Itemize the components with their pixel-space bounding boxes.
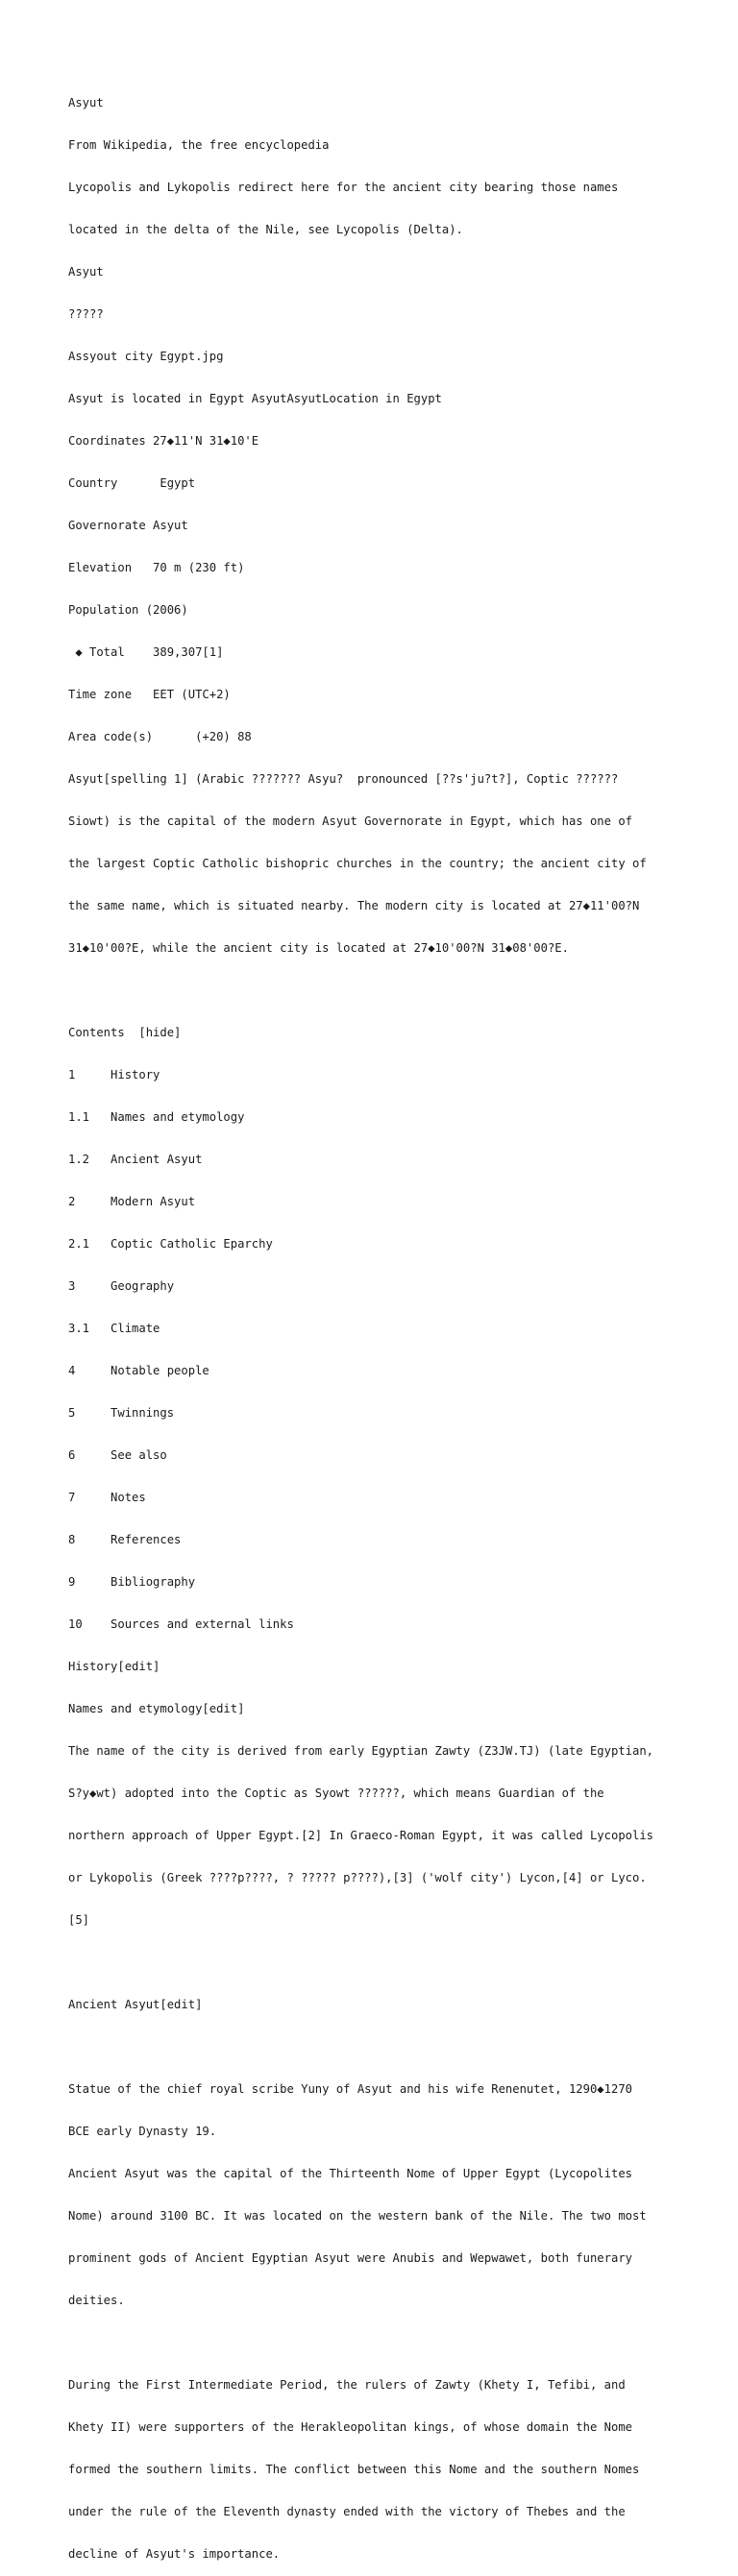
contents-item: 2.1 Coptic Catholic Eparchy [68,1237,273,1252]
contents-heading: Contents [hide] [68,1026,182,1040]
hatnote-line: located in the delta of the Nile, see Lycopolis (Delta). [68,223,463,237]
blank-line [68,984,702,998]
intermediate-period-paragraph-line: During the First Intermediate Period, the rulers of Zawty (Khety I, Tefibi, and [68,2378,626,2393]
infobox-elevation: Elevation 70 m (230 ft) [68,561,245,575]
etymology-paragraph-line: S?y◆wt) adopted into the Coptic as Syowt ??????, which means Guardian of the [68,1786,604,1801]
etymology-paragraph-line: or Lykopolis (Greek ????p????, ? ????? p????),[3] ('wolf city') Lycon,[4] or Lyco. [68,1871,647,1885]
document-body [68,68,702,2576]
intro-paragraph-line: 31◆10'00?E, while the ancient city is located at 27◆10'00?N 31◆08'00?E. [68,941,569,956]
intermediate-period-paragraph-line: decline of Asyut's importance. [68,2547,281,2562]
infobox-image-caption: Assyout city Egypt.jpg [68,350,224,364]
infobox-area-code: Area code(s) (+20) 88 [68,730,252,744]
contents-item: 1.1 Names and etymology [68,1110,245,1125]
etymology-paragraph-line: [5] [68,1913,90,1928]
infobox-time-zone: Time zone EET (UTC+2) [68,688,231,702]
infobox-population-total: ◆ Total 389,307[1] [68,645,224,660]
contents-item: 2 Modern Asyut [68,1195,196,1209]
source-line: From Wikipedia, the free encyclopedia [68,138,330,153]
intermediate-period-paragraph-line: under the rule of the Eleventh dynasty ended with the victory of Thebes and the [68,2505,626,2519]
blank-line [68,2336,702,2350]
intro-paragraph-line: Siowt) is the capital of the modern Asyut Governorate in Egypt, which has one of [68,814,632,829]
contents-item: 5 Twinnings [68,1406,175,1421]
contents-item: 1 History [68,1068,160,1082]
contents-item: 10 Sources and external links [68,1617,294,1632]
ancient-paragraph-line: prominent gods of Ancient Egyptian Asyut were Anubis and Wepwawet, both funerary [68,2251,632,2266]
etymology-paragraph-line: The name of the city is derived from early Egyptian Zawty (Z3JW.TJ) (late Egyptian, [68,1744,654,1759]
page-title: Asyut [68,96,104,110]
contents-item: 3.1 Climate [68,1322,160,1336]
infobox-coordinates: Coordinates 27◆11'N 31◆10'E [68,434,259,449]
intro-paragraph-line: the same name, which is situated nearby. The modern city is located at 27◆11'00?N [68,899,640,913]
section-heading-ancient-asyut: Ancient Asyut[edit] [68,1998,203,2012]
etymology-paragraph-line: northern approach of Upper Egypt.[2] In Graeco-Roman Egypt, it was called Lycopolis [68,1829,654,1843]
infobox-title: Asyut [68,265,104,279]
contents-item: 6 See also [68,1448,167,1463]
section-heading-names-etymology: Names and etymology[edit] [68,1702,245,1716]
statue-caption-line: BCE early Dynasty 19. [68,2125,217,2139]
contents-item: 9 Bibliography [68,1575,196,1590]
intro-paragraph-line: the largest Coptic Catholic bishopric churches in the country; the ancient city of [68,857,647,871]
infobox-location-map: Asyut is located in Egypt AsyutAsyutLocation in Egypt [68,392,442,406]
contents-item: 7 Notes [68,1491,146,1505]
infobox-native-name: ????? [68,307,104,322]
hatnote-line: Lycopolis and Lykopolis redirect here for the ancient city bearing those names [68,181,619,195]
contents-item: 1.2 Ancient Asyut [68,1153,203,1167]
blank-line [68,2040,702,2054]
infobox-population: Population (2006) [68,603,188,618]
blank-line [68,1956,702,1970]
contents-item: 8 References [68,1533,182,1547]
infobox-governorate: Governorate Asyut [68,519,188,533]
contents-item: 3 Geography [68,1279,175,1294]
intro-paragraph-line: Asyut[spelling 1] (Arabic ??????? Asyu? pronounced [??s'ju?t?], Coptic ?????? [68,772,619,787]
ancient-paragraph-line: Nome) around 3100 BC. It was located on the western bank of the Nile. The two most [68,2209,647,2224]
infobox-country: Country Egypt [68,476,196,491]
contents-item: 4 Notable people [68,1364,209,1378]
ancient-paragraph-line: deities. [68,2294,125,2308]
section-heading-history: History[edit] [68,1660,160,1674]
intermediate-period-paragraph-line: Khety II) were supporters of the Herakleopolitan kings, of whose domain the Nome [68,2420,632,2435]
statue-caption-line: Statue of the chief royal scribe Yuny of Asyut and his wife Renenutet, 1290◆1270 [68,2082,632,2097]
intermediate-period-paragraph-line: formed the southern limits. The conflict between this Nome and the southern Nomes [68,2463,640,2477]
ancient-paragraph-line: Ancient Asyut was the capital of the Thirteenth Nome of Upper Egypt (Lycopolites [68,2167,632,2181]
